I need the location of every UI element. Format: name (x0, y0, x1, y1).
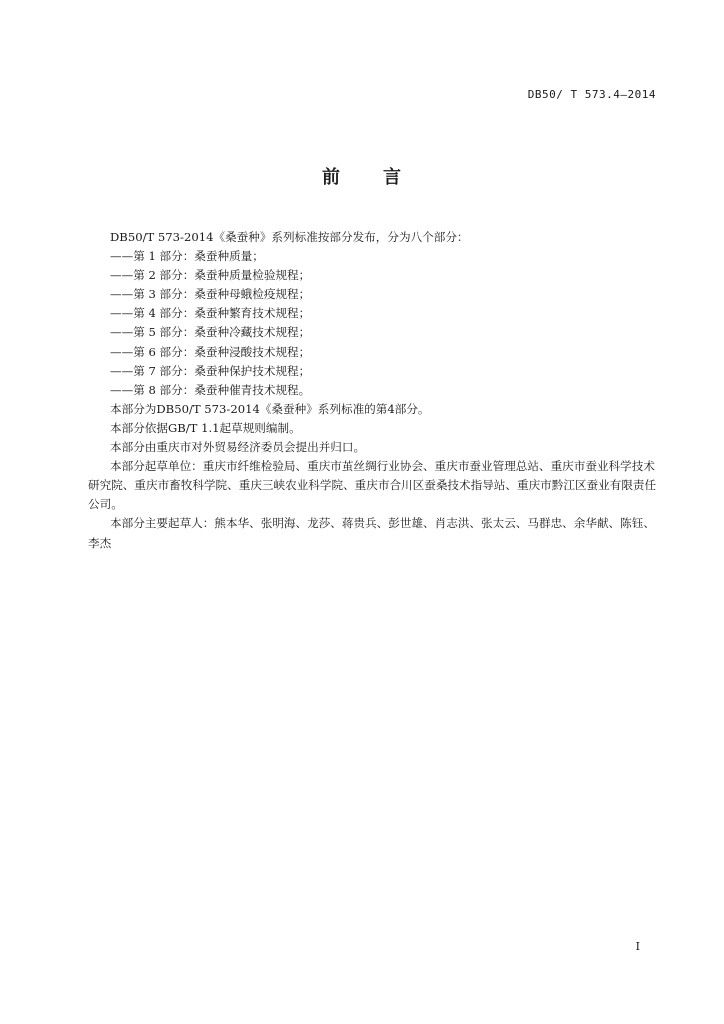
document-code: DB50/ T 573.4—2014 (527, 88, 656, 101)
part-list-item: ——第 2 部分：桑蚕种质量检验规程； (110, 268, 311, 283)
part-list-item: ——第 6 部分：桑蚕种浸酸技术规程； (110, 344, 311, 359)
statement-paragraph: 本部分为DB50/T 573-2014《桑蚕种》系列标准的第4部分。 (110, 401, 430, 416)
title-char-1: 前 (322, 167, 341, 188)
statement-paragraph: 本部分依据GB/T 1.1起草规则编制。 (110, 420, 301, 435)
part-list-item: ——第 4 部分：桑蚕种繁育技术规程； (110, 306, 311, 321)
page-number: I (635, 940, 640, 953)
drafting-units-paragraph: 本部分起草单位：重庆市纤维检验局、重庆市茧丝绸行业协会、重庆市蚕业管理总站、重庆市蚕业科学技术研究院、重庆市畜牧科学院、重庆三峡农业科学院、重庆市合川区蚕桑技术指导站、重庆市黔江区蚕业有限责任公司。 (88, 459, 657, 512)
statement-paragraph: 本部分由重庆市对外贸易经济委员会提出并归口。 (110, 440, 366, 455)
page-title (0, 163, 724, 189)
part-list-item: ——第 5 部分：桑蚕种冷藏技术规程； (110, 325, 311, 340)
part-list-item: ——第 3 部分：桑蚕种母蛾检疫规程； (110, 287, 311, 302)
drafters-paragraph: 本部分主要起草人：熊本华、张明海、龙莎、蒋贵兵、彭世雄、肖志洪、张太云、马群忠、余华献、陈钰、李杰 (88, 516, 655, 550)
part-list-item: ——第 1 部分：桑蚕种质量； (110, 249, 264, 264)
intro-paragraph: DB50/T 573-2014《桑蚕种》系列标准按部分发布，分为八个部分： (110, 230, 469, 244)
foreword-body (88, 228, 660, 553)
title-char-2: 言 (383, 167, 402, 188)
part-list-item: ——第 7 部分：桑蚕种保护技术规程； (110, 363, 311, 378)
part-list-item: ——第 8 部分：桑蚕种催青技术规程。 (110, 382, 311, 397)
